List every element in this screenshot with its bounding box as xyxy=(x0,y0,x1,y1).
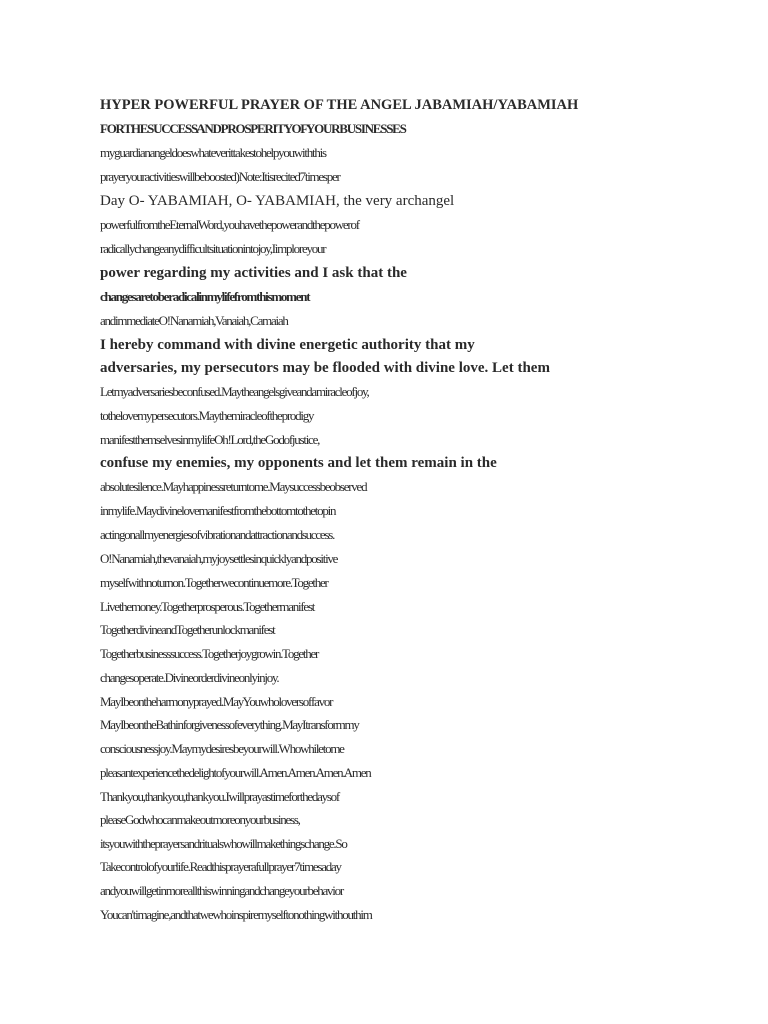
document-line: May I be on the harmony prayed. May You who lovers of favor xyxy=(100,694,333,709)
document-line: adversaries, my persecutors may be flooded with divine love. Let them xyxy=(100,360,550,376)
document-line: I hereby command with divine energetic authority that my xyxy=(100,337,475,353)
document-line: Let my adversaries be confused. May the angels give and a miracle of joy, xyxy=(100,384,369,399)
document-line: in my life. May divine love manifest from the bottom to the top in xyxy=(100,503,336,518)
document-line: pleasant experience the delight of your will. Amen. Amen. Amen. Amen xyxy=(100,765,371,780)
document-line: O! Nanamiah, the vanaiah, my joy settles in quickly and positive xyxy=(100,551,338,566)
document-line: Day O- YABAMIAH, O- YABAMIAH, the very archangel xyxy=(100,193,455,209)
document-line: You can't imagine, and that we who inspire myself to nothing without him xyxy=(100,907,372,922)
document-line: Take control of your life. Read this prayer a full prayer 7 times a day xyxy=(100,859,341,874)
document-line: power regarding my activities and I ask that the xyxy=(100,265,407,281)
document-line: my guardian angel does whatever it takes to help you with this xyxy=(100,145,326,160)
document-line: FOR THE SUCCESS AND PROSPERITY OF YOUR BUSINESSES xyxy=(100,121,406,136)
document-line: to the love my persecutors. May the miracle of the prodigy xyxy=(100,408,314,423)
document-line: prayer your activities will be boosted) Note: It is recited 7 times per xyxy=(100,169,340,184)
document-line: changes are to be radical in my life from this moment xyxy=(100,289,310,304)
document-line: Together business success. Together joy grow in. Together xyxy=(100,646,319,661)
document-line: myself with no turn on. Together we continue more. Together xyxy=(100,575,328,590)
document-line: and immediate O! Nanamiah, Vanaiah, Camaiah xyxy=(100,313,288,328)
document-line: May I be on the Bath in forgiveness of everything. May I transform my xyxy=(100,717,359,732)
document-title: HYPER POWERFUL PRAYER OF THE ANGEL JABAMIAH/YABAMIAH xyxy=(100,97,579,113)
document-line: changes operate. Divine order divine only in joy. xyxy=(100,670,279,685)
document-line: Live the money. Together prosperous. Together manifest xyxy=(100,599,315,614)
document-line: absolute silence. May happiness return to me. May success be observed xyxy=(100,479,367,494)
document-line: consciousness joy. May my desires be your will. Who while to me xyxy=(100,741,344,756)
document-line: acting on all my energies of vibration and attraction and success. xyxy=(100,527,335,542)
document-line: manifest themselves in my life Oh! Lord, the God of justice, xyxy=(100,432,320,447)
document-line: Thank you, thank you, thank you. I will pray as time for the days of xyxy=(100,789,340,804)
document-line: and you will get in more all this winning and change your behavior xyxy=(100,883,343,898)
document-line: its you with the prayers and rituals who will make things change. So xyxy=(100,836,347,851)
document-line: please God who can make out more on your business, xyxy=(100,812,300,827)
document-line: powerful from the Eternal Word, you have the power and the power of xyxy=(100,217,359,232)
document-line: radically change any difficult situation into joy, I implore your xyxy=(100,241,326,256)
document-line: confuse my enemies, my opponents and let them remain in the xyxy=(100,455,497,471)
document-line: Together divine and Together unlock manifest xyxy=(100,622,275,637)
